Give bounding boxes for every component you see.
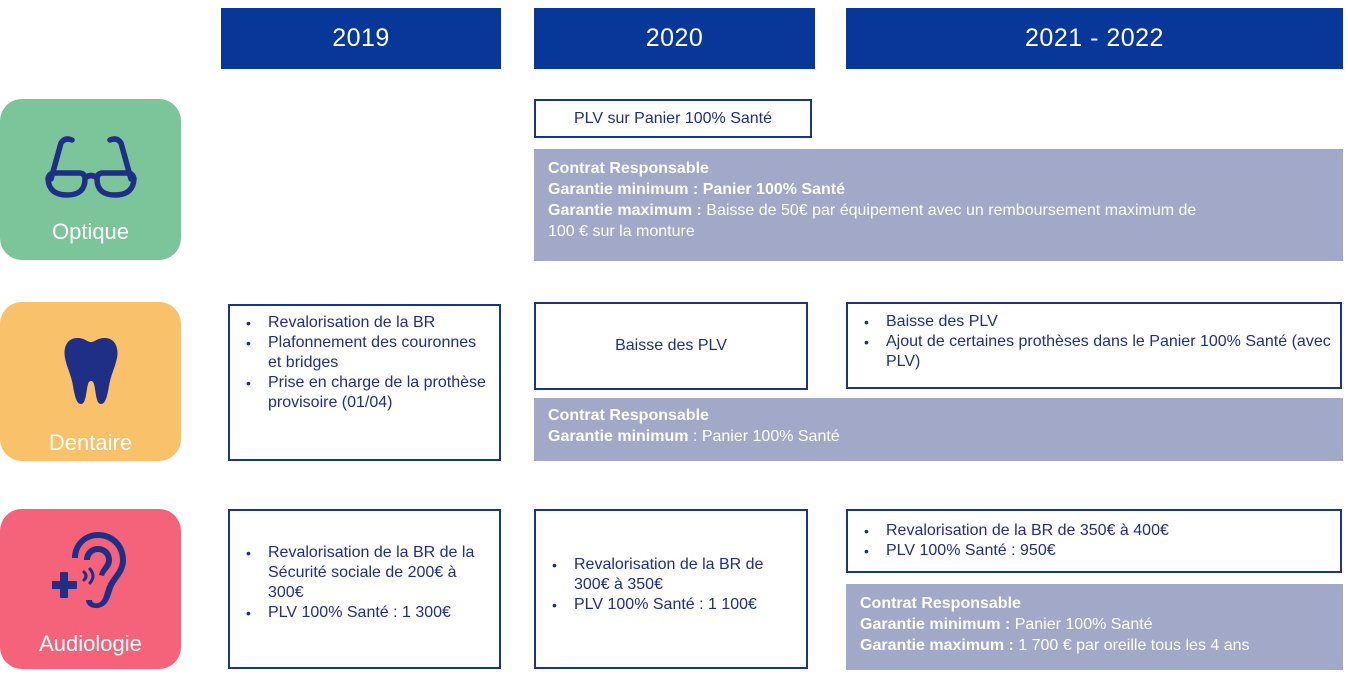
- box-text: PLV sur Panier 100% Santé: [573, 109, 773, 127]
- list-item: • PLV 100% Santé : 1 300€: [268, 603, 491, 623]
- list-item: • PLV 100% Santé : 1 100€: [574, 595, 798, 615]
- optique-contrat-box: [534, 149, 1343, 261]
- category-label: Audiologie: [39, 631, 142, 656]
- dentaire-2021-box: [846, 302, 1342, 389]
- garantie-minimum: [548, 426, 1329, 447]
- garantie-maximum: [860, 635, 1329, 656]
- bullet-list: [856, 312, 1332, 372]
- category-audiologie: [0, 509, 181, 669]
- glasses-icon: [43, 123, 139, 213]
- dentaire-contrat-box: [534, 398, 1343, 461]
- year-header-2020: 2020: [534, 8, 815, 69]
- list-item: • Plafonnement des couronnes et bridges: [268, 333, 491, 373]
- audiologie-2021-box: [846, 509, 1342, 573]
- contrat-title: Contrat Responsable: [860, 595, 1021, 612]
- garantie-minimum-label: Garantie minimum: [548, 428, 689, 445]
- category-dentaire: [0, 302, 181, 461]
- bullet-list: [856, 521, 1332, 561]
- list-item: • Revalorisation de la BR: [268, 313, 491, 333]
- year-header-2021-2022: 2021 - 2022: [846, 8, 1343, 69]
- garantie-maximum-label: Garantie maximum :: [548, 202, 702, 219]
- garantie-minimum: Garantie minimum : Panier 100% Santé: [548, 181, 845, 198]
- garantie-minimum-label: Garantie minimum :: [860, 616, 1011, 633]
- list-item: • PLV 100% Santé : 950€: [886, 541, 1332, 561]
- contrat-title: Contrat Responsable: [548, 160, 709, 177]
- bullet-list: [238, 313, 491, 413]
- list-item: • Prise en charge de la prothèse provisoire (01/04): [268, 373, 491, 413]
- category-label: Optique: [51, 219, 130, 244]
- box-text: Baisse des PLV: [615, 337, 727, 354]
- audiologie-2019-box: [228, 509, 501, 669]
- category-optique: [0, 99, 181, 260]
- bullet-list: [544, 555, 798, 615]
- garantie-maximum-text-2: 100 € sur la monture: [548, 223, 695, 240]
- list-item: • Revalorisation de la BR de 300€ à 350€: [574, 555, 798, 595]
- garantie-maximum: [548, 200, 1329, 221]
- category-label: Dentaire: [48, 430, 133, 455]
- garantie-minimum-text: Panier 100% Santé: [1010, 616, 1153, 633]
- ear-icon: [52, 525, 130, 615]
- audiologie-contrat-box: [846, 584, 1343, 670]
- contrat-title: Contrat Responsable: [548, 407, 709, 424]
- audiologie-2020-box: [534, 509, 808, 669]
- garantie-maximum-text: Baisse de 50€ par équipement avec un remboursement maximum de: [701, 202, 1197, 219]
- dentaire-2020-box: [534, 302, 808, 390]
- tooth-icon: [63, 326, 119, 416]
- optique-2020-box: [534, 99, 812, 138]
- bullet-list: [238, 543, 491, 623]
- year-header-2019: 2019: [221, 8, 501, 69]
- garantie-minimum-text: : Panier 100% Santé: [688, 428, 840, 445]
- list-item: • Revalorisation de la BR de la Sécurité sociale de 200€ à 300€: [268, 543, 491, 603]
- dentaire-2019-box: [228, 304, 501, 461]
- list-item: • Revalorisation de la BR de 350€ à 400€: [886, 521, 1332, 541]
- list-item: • Ajout de certaines prothèses dans le Panier 100% Santé (avec PLV): [886, 332, 1332, 372]
- list-item: • Baisse des PLV: [886, 312, 1332, 332]
- garantie-maximum-label: Garantie maximum :: [860, 637, 1014, 654]
- garantie-minimum: [860, 614, 1329, 635]
- garantie-maximum-text: 1 700 € par oreille tous les 4 ans: [1013, 637, 1250, 654]
